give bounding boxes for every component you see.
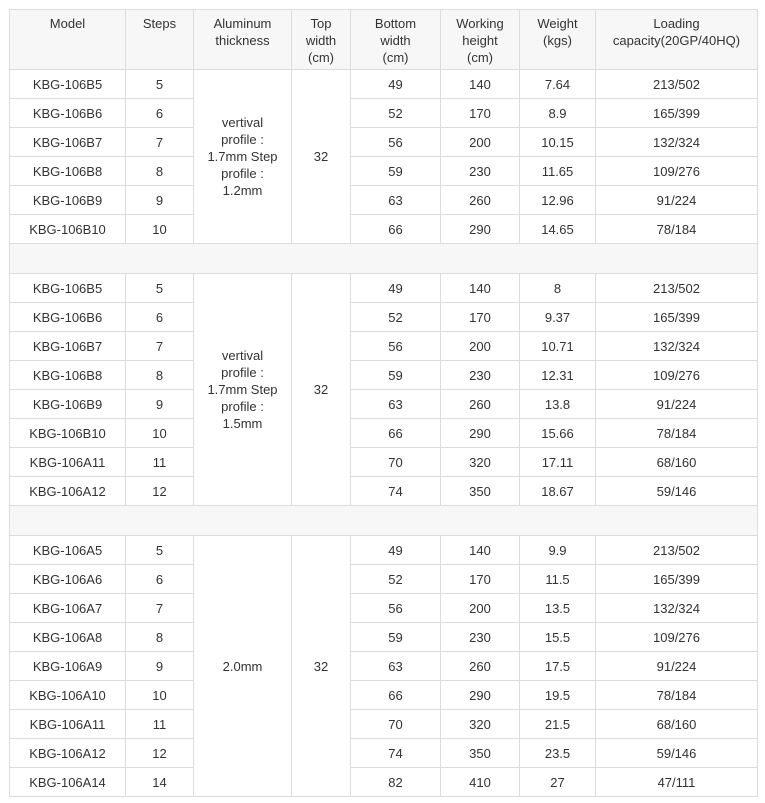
cell-weight: 23.5 bbox=[520, 739, 596, 768]
header-top-width-line: Top bbox=[310, 16, 332, 31]
header-aluminum-thickness-line: thickness bbox=[215, 33, 270, 48]
cell-bottom-width: 66 bbox=[351, 215, 441, 244]
header-steps bbox=[126, 10, 194, 70]
header-top-width bbox=[292, 10, 351, 70]
table-row bbox=[10, 652, 758, 681]
cell-weight: 13.8 bbox=[520, 390, 596, 419]
cell-loading-capacity: 165/399 bbox=[596, 99, 758, 128]
header-weight-line: (kgs) bbox=[543, 33, 572, 48]
cell-top-width: 32 bbox=[292, 536, 351, 797]
table-row bbox=[10, 303, 758, 332]
cell-model: KBG-106B10 bbox=[10, 419, 126, 448]
cell-weight: 12.31 bbox=[520, 361, 596, 390]
table-row bbox=[10, 419, 758, 448]
cell-bottom-width: 74 bbox=[351, 739, 441, 768]
table-body bbox=[10, 70, 758, 797]
header-top-width-line: width bbox=[305, 33, 337, 48]
cell-steps: 10 bbox=[126, 419, 194, 448]
cell-loading-capacity: 132/324 bbox=[596, 594, 758, 623]
cell-steps: 12 bbox=[126, 739, 194, 768]
thickness-line: 2.0mm bbox=[222, 658, 263, 674]
cell-bottom-width: 82 bbox=[351, 768, 441, 797]
thickness-line: vertival bbox=[221, 115, 264, 130]
cell-steps: 8 bbox=[126, 623, 194, 652]
cell-model: KBG-106A12 bbox=[10, 477, 126, 506]
header-weight-line: Weight bbox=[537, 16, 578, 31]
table-row bbox=[10, 739, 758, 768]
header-top-width-line: (cm) bbox=[308, 50, 334, 65]
cell-steps: 8 bbox=[126, 361, 194, 390]
cell-loading-capacity: 132/324 bbox=[596, 332, 758, 361]
header-loading-capacity-line: capacity(20GP/40HQ) bbox=[612, 33, 741, 48]
header-working-height-line: Working bbox=[456, 16, 504, 31]
table-row bbox=[10, 215, 758, 244]
cell-loading-capacity: 109/276 bbox=[596, 361, 758, 390]
header-working-height-line: (cm) bbox=[467, 50, 493, 65]
cell-loading-capacity: 109/276 bbox=[596, 623, 758, 652]
cell-working-height: 260 bbox=[441, 390, 520, 419]
cell-model: KBG-106A5 bbox=[10, 536, 126, 565]
table-row bbox=[10, 565, 758, 594]
cell-model: KBG-106A10 bbox=[10, 681, 126, 710]
cell-model: KBG-106B9 bbox=[10, 186, 126, 215]
cell-working-height: 140 bbox=[441, 274, 520, 303]
table-row bbox=[10, 477, 758, 506]
table-row bbox=[10, 274, 758, 303]
cell-loading-capacity: 165/399 bbox=[596, 565, 758, 594]
cell-aluminum-thickness bbox=[194, 536, 292, 797]
cell-loading-capacity: 78/184 bbox=[596, 215, 758, 244]
cell-working-height: 200 bbox=[441, 594, 520, 623]
cell-steps: 6 bbox=[126, 565, 194, 594]
cell-bottom-width: 52 bbox=[351, 303, 441, 332]
cell-weight: 17.11 bbox=[520, 448, 596, 477]
header-model bbox=[10, 10, 126, 70]
table-row bbox=[10, 128, 758, 157]
table-row bbox=[10, 70, 758, 99]
cell-weight: 10.71 bbox=[520, 332, 596, 361]
cell-model: KBG-106B8 bbox=[10, 361, 126, 390]
cell-model: KBG-106A11 bbox=[10, 710, 126, 739]
cell-bottom-width: 49 bbox=[351, 274, 441, 303]
cell-working-height: 260 bbox=[441, 186, 520, 215]
header-working-height-line: height bbox=[462, 33, 498, 48]
group-separator-row bbox=[10, 244, 758, 274]
cell-bottom-width: 56 bbox=[351, 332, 441, 361]
header-steps-line: Steps bbox=[142, 16, 177, 31]
cell-weight: 11.5 bbox=[520, 565, 596, 594]
header-row bbox=[10, 10, 758, 70]
cell-model: KBG-106A11 bbox=[10, 448, 126, 477]
header-loading-capacity bbox=[596, 10, 758, 70]
cell-working-height: 170 bbox=[441, 565, 520, 594]
table-row bbox=[10, 681, 758, 710]
header-aluminum-thickness bbox=[194, 10, 292, 70]
separator-cell bbox=[10, 506, 758, 536]
cell-steps: 6 bbox=[126, 99, 194, 128]
cell-working-height: 170 bbox=[441, 99, 520, 128]
cell-loading-capacity: 68/160 bbox=[596, 710, 758, 739]
cell-loading-capacity: 213/502 bbox=[596, 70, 758, 99]
cell-steps: 14 bbox=[126, 768, 194, 797]
cell-weight: 27 bbox=[520, 768, 596, 797]
cell-steps: 9 bbox=[126, 390, 194, 419]
cell-working-height: 290 bbox=[441, 419, 520, 448]
cell-weight: 12.96 bbox=[520, 186, 596, 215]
cell-bottom-width: 74 bbox=[351, 477, 441, 506]
cell-steps: 5 bbox=[126, 274, 194, 303]
cell-loading-capacity: 91/224 bbox=[596, 186, 758, 215]
table-row bbox=[10, 710, 758, 739]
cell-model: KBG-106B6 bbox=[10, 99, 126, 128]
cell-loading-capacity: 59/146 bbox=[596, 739, 758, 768]
cell-working-height: 170 bbox=[441, 303, 520, 332]
cell-bottom-width: 66 bbox=[351, 419, 441, 448]
cell-steps: 7 bbox=[126, 128, 194, 157]
cell-weight: 9.37 bbox=[520, 303, 596, 332]
cell-bottom-width: 63 bbox=[351, 390, 441, 419]
cell-loading-capacity: 68/160 bbox=[596, 448, 758, 477]
separator-cell bbox=[10, 244, 758, 274]
thickness-line: profile : bbox=[221, 365, 264, 380]
table-row bbox=[10, 594, 758, 623]
table-row bbox=[10, 536, 758, 565]
thickness-line: 1.7mm Step bbox=[207, 382, 278, 397]
thickness-line: 1.5mm bbox=[222, 416, 263, 431]
thickness-line: profile : bbox=[221, 132, 264, 147]
cell-working-height: 320 bbox=[441, 448, 520, 477]
cell-working-height: 200 bbox=[441, 332, 520, 361]
cell-working-height: 230 bbox=[441, 157, 520, 186]
cell-working-height: 260 bbox=[441, 652, 520, 681]
cell-bottom-width: 52 bbox=[351, 99, 441, 128]
header-working-height bbox=[441, 10, 520, 70]
cell-bottom-width: 56 bbox=[351, 594, 441, 623]
cell-steps: 5 bbox=[126, 70, 194, 99]
table-row bbox=[10, 390, 758, 419]
header-weight bbox=[520, 10, 596, 70]
cell-steps: 10 bbox=[126, 681, 194, 710]
cell-weight: 15.66 bbox=[520, 419, 596, 448]
cell-weight: 15.5 bbox=[520, 623, 596, 652]
cell-loading-capacity: 109/276 bbox=[596, 157, 758, 186]
cell-loading-capacity: 165/399 bbox=[596, 303, 758, 332]
cell-model: KBG-106A9 bbox=[10, 652, 126, 681]
cell-weight: 8.9 bbox=[520, 99, 596, 128]
table-row bbox=[10, 186, 758, 215]
cell-aluminum-thickness bbox=[194, 274, 292, 506]
header-bottom-width-line: width bbox=[380, 33, 411, 48]
cell-weight: 8 bbox=[520, 274, 596, 303]
cell-bottom-width: 66 bbox=[351, 681, 441, 710]
cell-steps: 5 bbox=[126, 536, 194, 565]
header-bottom-width bbox=[351, 10, 441, 70]
cell-model: KBG-106B7 bbox=[10, 332, 126, 361]
table-row bbox=[10, 157, 758, 186]
cell-top-width: 32 bbox=[292, 70, 351, 244]
cell-model: KBG-106B6 bbox=[10, 303, 126, 332]
cell-bottom-width: 63 bbox=[351, 186, 441, 215]
cell-weight: 7.64 bbox=[520, 70, 596, 99]
cell-bottom-width: 59 bbox=[351, 623, 441, 652]
cell-loading-capacity: 132/324 bbox=[596, 128, 758, 157]
cell-working-height: 320 bbox=[441, 710, 520, 739]
cell-aluminum-thickness bbox=[194, 70, 292, 244]
cell-working-height: 290 bbox=[441, 215, 520, 244]
cell-weight: 14.65 bbox=[520, 215, 596, 244]
cell-loading-capacity: 91/224 bbox=[596, 390, 758, 419]
cell-steps: 9 bbox=[126, 652, 194, 681]
cell-steps: 8 bbox=[126, 157, 194, 186]
cell-loading-capacity: 47/111 bbox=[596, 768, 758, 797]
table-header bbox=[10, 10, 758, 70]
thickness-line: 1.2mm bbox=[222, 183, 263, 198]
thickness-line: 1.7mm Step bbox=[207, 149, 278, 164]
cell-working-height: 140 bbox=[441, 536, 520, 565]
cell-weight: 18.67 bbox=[520, 477, 596, 506]
cell-bottom-width: 52 bbox=[351, 565, 441, 594]
group-separator-row bbox=[10, 506, 758, 536]
cell-model: KBG-106B8 bbox=[10, 157, 126, 186]
table-row bbox=[10, 99, 758, 128]
cell-weight: 17.5 bbox=[520, 652, 596, 681]
table-row bbox=[10, 361, 758, 390]
cell-bottom-width: 49 bbox=[351, 536, 441, 565]
cell-steps: 11 bbox=[126, 448, 194, 477]
cell-loading-capacity: 213/502 bbox=[596, 536, 758, 565]
cell-weight: 11.65 bbox=[520, 157, 596, 186]
cell-steps: 6 bbox=[126, 303, 194, 332]
table-row bbox=[10, 448, 758, 477]
cell-model: KBG-106B5 bbox=[10, 274, 126, 303]
cell-steps: 7 bbox=[126, 332, 194, 361]
cell-working-height: 350 bbox=[441, 477, 520, 506]
cell-weight: 13.5 bbox=[520, 594, 596, 623]
cell-working-height: 230 bbox=[441, 361, 520, 390]
cell-model: KBG-106B10 bbox=[10, 215, 126, 244]
cell-weight: 9.9 bbox=[520, 536, 596, 565]
cell-model: KBG-106A6 bbox=[10, 565, 126, 594]
cell-bottom-width: 70 bbox=[351, 710, 441, 739]
cell-loading-capacity: 78/184 bbox=[596, 419, 758, 448]
cell-steps: 7 bbox=[126, 594, 194, 623]
header-model-line: Model bbox=[49, 16, 86, 31]
cell-model: KBG-106A14 bbox=[10, 768, 126, 797]
thickness-line: profile : bbox=[221, 166, 264, 181]
cell-steps: 12 bbox=[126, 477, 194, 506]
table-row bbox=[10, 623, 758, 652]
cell-loading-capacity: 59/146 bbox=[596, 477, 758, 506]
header-aluminum-thickness-line: Aluminum bbox=[213, 16, 272, 31]
cell-loading-capacity: 213/502 bbox=[596, 274, 758, 303]
cell-bottom-width: 59 bbox=[351, 157, 441, 186]
cell-model: KBG-106B7 bbox=[10, 128, 126, 157]
cell-bottom-width: 63 bbox=[351, 652, 441, 681]
thickness-line: profile : bbox=[221, 399, 264, 414]
cell-working-height: 230 bbox=[441, 623, 520, 652]
cell-model: KBG-106A7 bbox=[10, 594, 126, 623]
cell-weight: 10.15 bbox=[520, 128, 596, 157]
header-bottom-width-line: (cm) bbox=[382, 50, 409, 65]
cell-model: KBG-106A8 bbox=[10, 623, 126, 652]
cell-model: KBG-106A12 bbox=[10, 739, 126, 768]
spec-table bbox=[9, 9, 758, 797]
cell-bottom-width: 49 bbox=[351, 70, 441, 99]
cell-model: KBG-106B5 bbox=[10, 70, 126, 99]
cell-working-height: 140 bbox=[441, 70, 520, 99]
header-loading-capacity-line: Loading bbox=[653, 16, 700, 31]
header-bottom-width-line: Bottom bbox=[374, 16, 417, 31]
cell-bottom-width: 70 bbox=[351, 448, 441, 477]
cell-steps: 11 bbox=[126, 710, 194, 739]
cell-steps: 9 bbox=[126, 186, 194, 215]
cell-weight: 21.5 bbox=[520, 710, 596, 739]
cell-top-width: 32 bbox=[292, 274, 351, 506]
cell-working-height: 410 bbox=[441, 768, 520, 797]
table-row bbox=[10, 768, 758, 797]
cell-working-height: 200 bbox=[441, 128, 520, 157]
thickness-line: vertival bbox=[221, 348, 264, 363]
cell-model: KBG-106B9 bbox=[10, 390, 126, 419]
table-row bbox=[10, 332, 758, 361]
cell-loading-capacity: 78/184 bbox=[596, 681, 758, 710]
cell-bottom-width: 56 bbox=[351, 128, 441, 157]
cell-working-height: 290 bbox=[441, 681, 520, 710]
cell-weight: 19.5 bbox=[520, 681, 596, 710]
cell-bottom-width: 59 bbox=[351, 361, 441, 390]
cell-working-height: 350 bbox=[441, 739, 520, 768]
cell-loading-capacity: 91/224 bbox=[596, 652, 758, 681]
cell-steps: 10 bbox=[126, 215, 194, 244]
